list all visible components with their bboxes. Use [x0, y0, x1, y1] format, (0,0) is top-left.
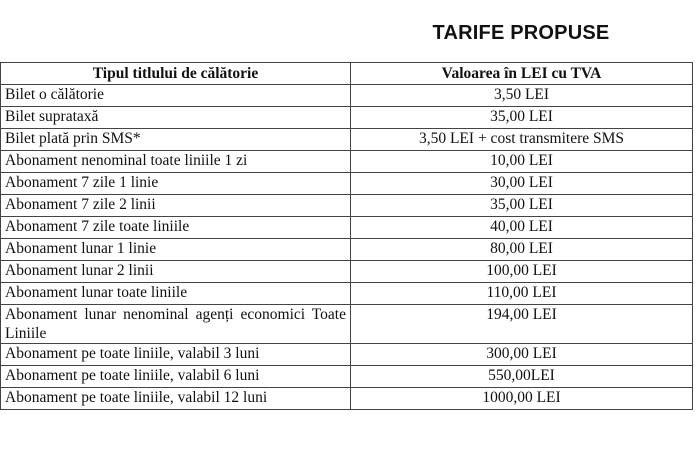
table-row: [1, 217, 693, 239]
table-row: [1, 151, 693, 173]
ticket-type-cell: Abonament nenominal toate liniile 1 zi: [1, 151, 351, 173]
price-cell: 3,50 LEI: [351, 85, 693, 107]
price-cell: 550,00LEI: [351, 366, 693, 388]
price-cell: 10,00 LEI: [351, 151, 693, 173]
page-title: TARIFE PROPUSE: [432, 22, 610, 44]
price-cell: 30,00 LEI: [351, 173, 693, 195]
price-cell: 194,00 LEI: [351, 305, 693, 344]
table-row: [1, 129, 693, 151]
table-row: [1, 305, 693, 344]
ticket-type-cell: Abonament lunar nenominal agenți economici Toate Liniile: [1, 305, 351, 344]
ticket-type-cell: Abonament 7 zile 1 linie: [1, 173, 351, 195]
price-cell: 100,00 LEI: [351, 261, 693, 283]
table-row: [1, 261, 693, 283]
table-row: [1, 283, 693, 305]
price-cell: 110,00 LEI: [351, 283, 693, 305]
table-header-row: [1, 63, 693, 85]
price-cell: 35,00 LEI: [351, 195, 693, 217]
ticket-type-cell: Abonament pe toate liniile, valabil 12 luni: [1, 388, 351, 410]
ticket-type-cell: Bilet o călătorie: [1, 85, 351, 107]
ticket-type-cell: Abonament lunar 2 linii: [1, 261, 351, 283]
table-row: [1, 239, 693, 261]
ticket-type-cell: Abonament pe toate liniile, valabil 6 luni: [1, 366, 351, 388]
price-cell: 3,50 LEI + cost transmitere SMS: [351, 129, 693, 151]
table-row: [1, 344, 693, 366]
price-cell: 300,00 LEI: [351, 344, 693, 366]
ticket-type-cell: Abonament lunar 1 linie: [1, 239, 351, 261]
tariffs-table: [0, 62, 693, 410]
column-header-ticket-type: Tipul titlului de călătorie: [1, 63, 351, 85]
ticket-type-cell: Abonament lunar toate liniile: [1, 283, 351, 305]
table-row: [1, 366, 693, 388]
table-row: [1, 173, 693, 195]
column-header-price: Valoarea în LEI cu TVA: [351, 63, 693, 85]
ticket-type-cell: Bilet suprataxă: [1, 107, 351, 129]
ticket-type-cell: Abonament 7 zile toate liniile: [1, 217, 351, 239]
table-row: [1, 107, 693, 129]
table-row: [1, 195, 693, 217]
ticket-type-cell: Bilet plată prin SMS*: [1, 129, 351, 151]
price-cell: 40,00 LEI: [351, 217, 693, 239]
ticket-type-cell: Abonament pe toate liniile, valabil 3 luni: [1, 344, 351, 366]
price-cell: 1000,00 LEI: [351, 388, 693, 410]
ticket-type-cell: Abonament 7 zile 2 linii: [1, 195, 351, 217]
table-row: [1, 85, 693, 107]
table-row: [1, 388, 693, 410]
price-cell: 35,00 LEI: [351, 107, 693, 129]
price-cell: 80,00 LEI: [351, 239, 693, 261]
